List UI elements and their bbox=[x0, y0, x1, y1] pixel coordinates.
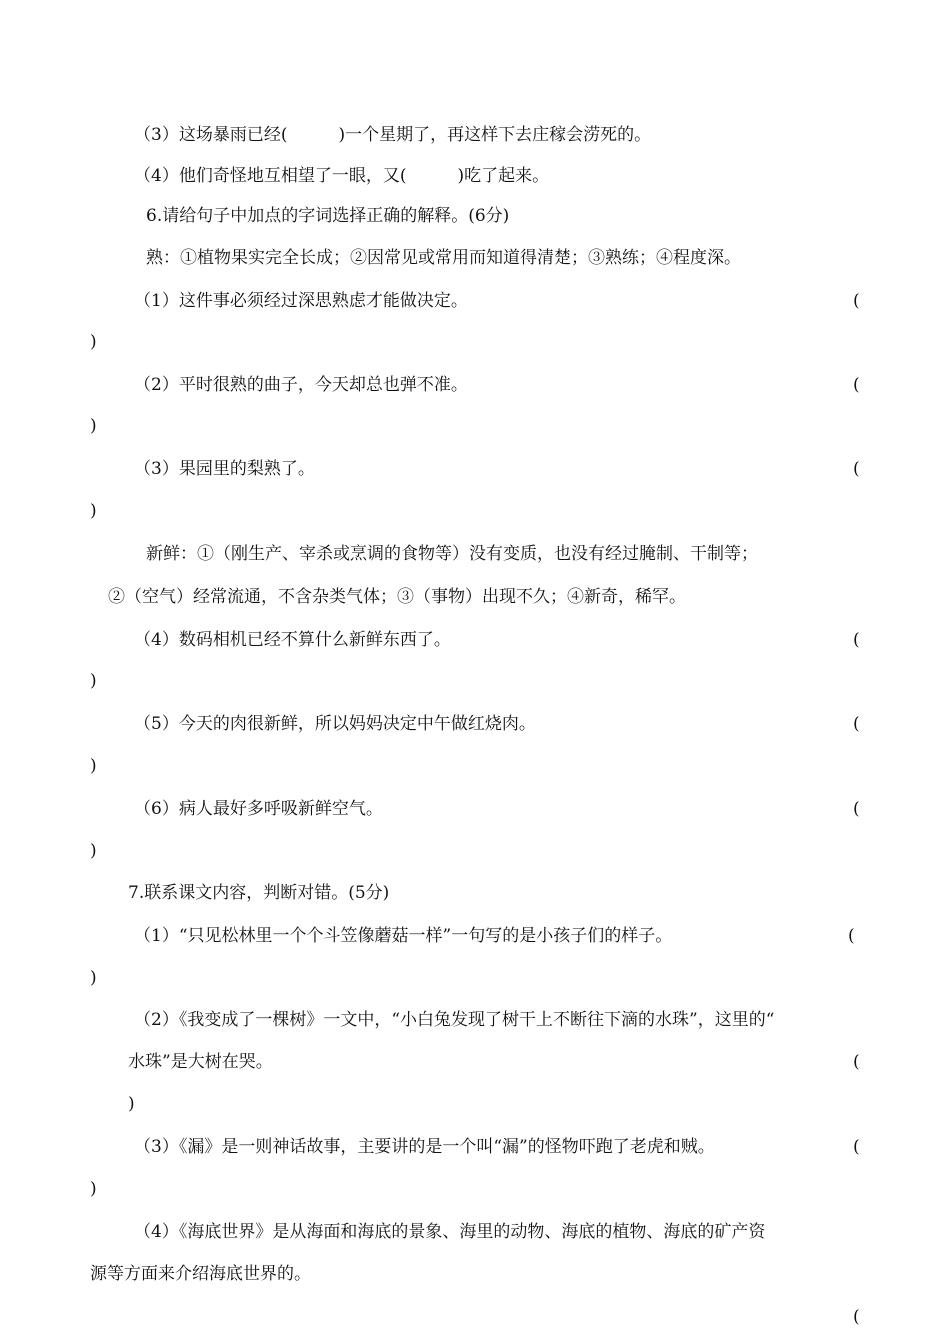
answer-paren-close: ) bbox=[90, 416, 97, 436]
answer-paren-open[interactable]: ( bbox=[853, 459, 860, 479]
answer-paren-close: ) bbox=[128, 1094, 135, 1114]
q6-item-5: （5）今天的肉很新鲜，所以妈妈决定中午做红烧肉。 bbox=[134, 714, 536, 734]
q7-title: 7.联系课文内容，判断对错。(5分) bbox=[128, 883, 390, 903]
answer-paren-close: ) bbox=[90, 841, 97, 861]
q6-item-6: （6）病人最好多呼吸新鲜空气。 bbox=[134, 799, 383, 819]
q6-xinxian-definitions-1: 新鲜：①（刚生产、宰杀或烹调的食物等）没有变质，也没有经过腌制、干制等； bbox=[146, 544, 758, 564]
q7-item-1: （1）“只见松林里一个个斗笠像蘑菇一样”一句写的是小孩子们的样子。 bbox=[134, 926, 673, 946]
answer-paren-close: ) bbox=[90, 332, 97, 352]
answer-paren-open[interactable]: ( bbox=[853, 375, 860, 395]
answer-paren-close: ) bbox=[90, 756, 97, 776]
q6-item-2: （2）平时很熟的曲子，今天却总也弹不准。 bbox=[134, 375, 468, 395]
q5-item-3: （3）这场暴雨已经( )一个星期了，再这样下去庄稼会涝死的。 bbox=[134, 125, 652, 145]
answer-paren-open[interactable]: ( bbox=[853, 1307, 860, 1327]
q6-title: 6.请给句子中加点的字词选择正确的解释。(6分) bbox=[146, 206, 510, 226]
answer-paren-close: ) bbox=[90, 501, 97, 521]
answer-paren-open[interactable]: ( bbox=[853, 630, 860, 650]
q6-xinxian-definitions-2: ②（空气）经常流通，不含杂类气体；③（事物）出现不久；④新奇，稀罕。 bbox=[108, 587, 686, 607]
answer-paren-close: ) bbox=[90, 671, 97, 691]
answer-paren-close: ) bbox=[90, 968, 97, 988]
q6-item-3: （3）果园里的梨熟了。 bbox=[134, 459, 315, 479]
q7-item-3: （3）《漏》是一则神话故事，主要讲的是一个叫“漏”的怪物吓跑了老虎和贼。 bbox=[134, 1137, 715, 1157]
answer-paren-open[interactable]: ( bbox=[853, 1052, 860, 1072]
q6-shu-definitions: 熟：①植物果实完全长成；②因常见或常用而知道得清楚；③熟练；④程度深。 bbox=[146, 248, 741, 268]
q7-item-2-line-1: （2）《我变成了一棵树》一文中，“小白兔发现了树干上不断往下滴的水珠”，这里的“ bbox=[134, 1010, 775, 1030]
answer-paren-open[interactable]: ( bbox=[853, 1137, 860, 1157]
q7-item-2-line-2: 水珠”是大树在哭。 bbox=[128, 1052, 273, 1072]
answer-paren-open[interactable]: ( bbox=[848, 926, 855, 946]
q5-item-4: （4）他们奇怪地互相望了一眼，又( )吃了起来。 bbox=[134, 166, 550, 186]
q6-item-4: （4）数码相机已经不算什么新鲜东西了。 bbox=[134, 630, 451, 650]
answer-paren-open[interactable]: ( bbox=[853, 291, 860, 311]
answer-paren-close: ) bbox=[90, 1179, 97, 1199]
q7-item-4-line-2: 源等方面来介绍海底世界的。 bbox=[90, 1264, 311, 1284]
q6-item-1: （1）这件事必须经过深思熟虑才能做决定。 bbox=[134, 291, 468, 311]
q7-item-4-line-1: （4）《海底世界》是从海面和海底的景象、海里的动物、海底的植物、海底的矿产资 bbox=[134, 1222, 766, 1242]
answer-paren-open[interactable]: ( bbox=[853, 799, 860, 819]
answer-paren-open[interactable]: ( bbox=[853, 714, 860, 734]
